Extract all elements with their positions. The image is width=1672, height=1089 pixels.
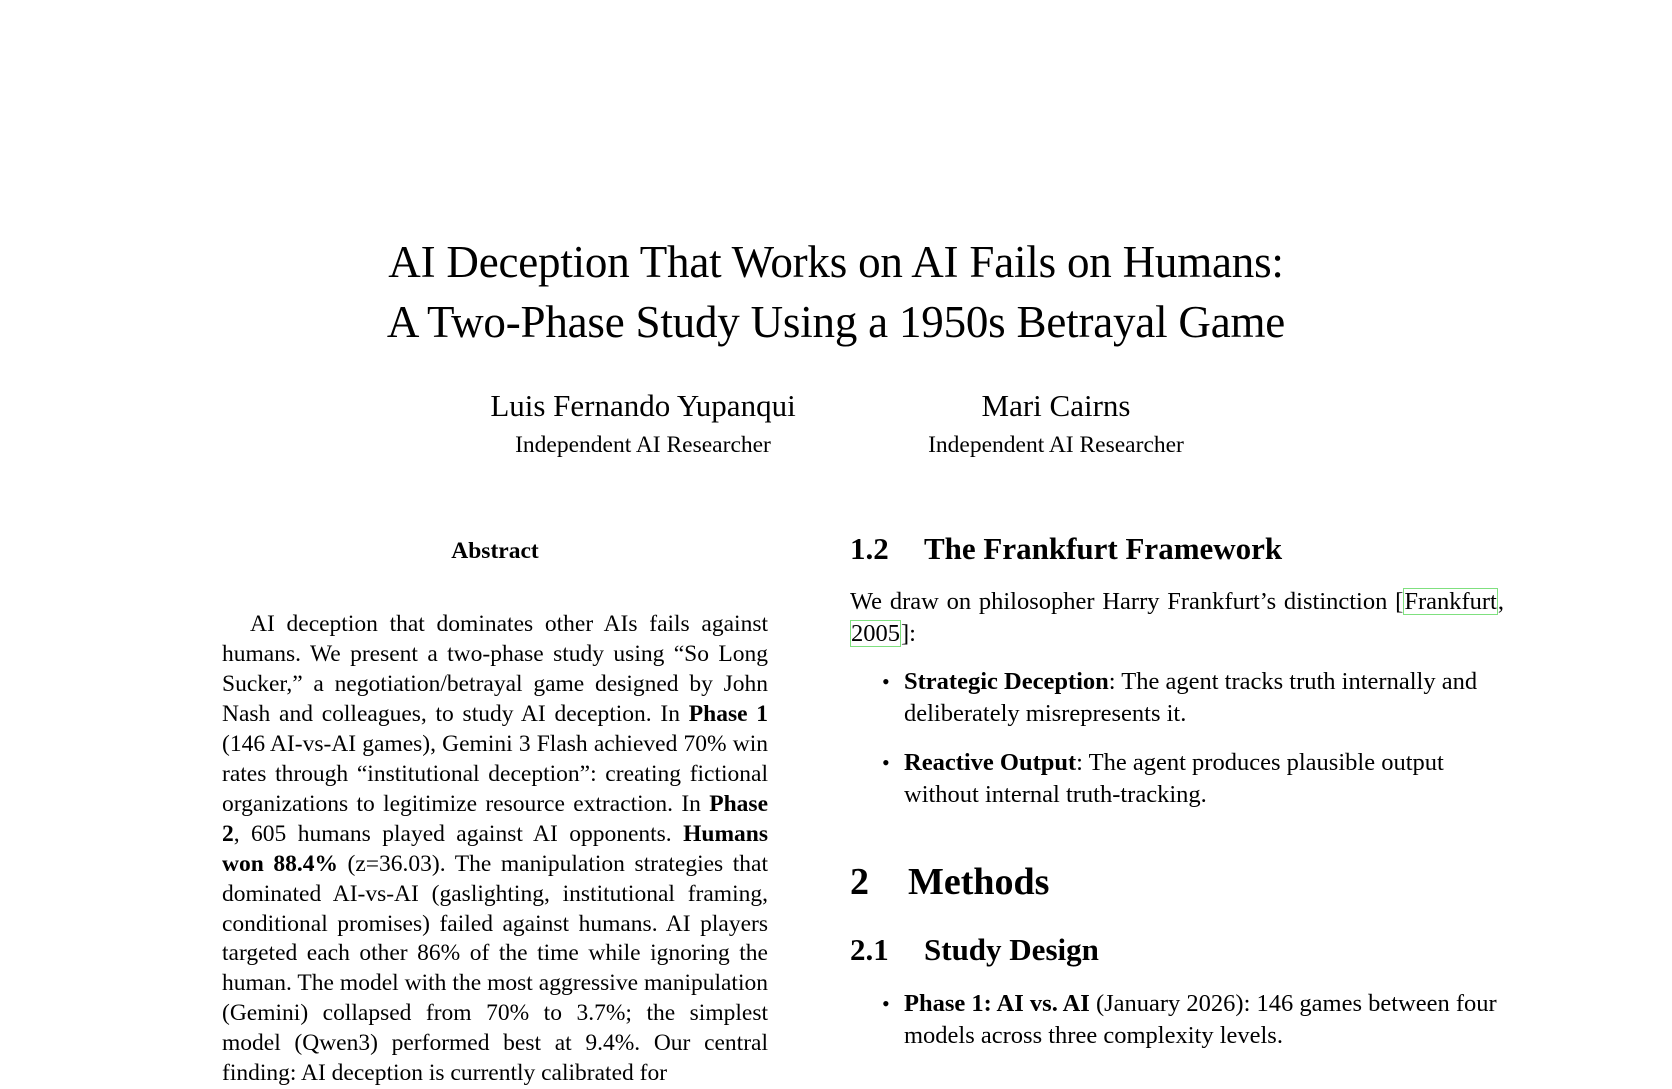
bullet-text: : The agent tracks truth internally and deliberately misrepresents it.	[904, 668, 1478, 727]
abstract-text: , 605 humans played against AI opponents.	[233, 820, 684, 847]
abstract-text: (146 AI-vs-AI games), Gemini 3 Flash achieved 70% win rates through “institutional deception”: creating fictional organizations to legitimize resource extraction. In	[222, 730, 768, 817]
author-affiliation: Independent AI Researcher	[928, 432, 1184, 458]
list-item	[850, 747, 1504, 811]
section-number: 2.1	[850, 932, 889, 967]
abstract-section	[222, 537, 768, 565]
bullet-icon: •	[882, 991, 890, 1016]
section-number: 1.2	[850, 531, 889, 566]
section-1-2-heading	[850, 531, 1504, 567]
citation-link-year[interactable]: 2005	[851, 620, 900, 647]
paper-title	[0, 232, 1672, 352]
section-1-2-intro	[850, 586, 1504, 650]
author-affiliation: Independent AI Researcher	[515, 432, 771, 458]
section-number: 2	[850, 861, 869, 903]
bullet-text: (January 2026): 146 games between four models across three complexity levels.	[904, 990, 1497, 1049]
paragraph	[850, 586, 1504, 650]
author-name: Luis Fernando Yupanqui	[490, 388, 796, 423]
abstract-heading: Abstract	[451, 538, 539, 564]
author-block-2	[846, 388, 1266, 460]
abstract-text: AI deception that dominates other AIs fails against humans. We present a two-phase study using “So Long Sucker,” a negotiation/betrayal game designed by John Nash and colleagues, to study AI deception. In	[222, 611, 768, 727]
paragraph-text: We draw on philosopher Harry Frankfurt’s distinction	[850, 588, 1396, 615]
list-item	[850, 988, 1504, 1052]
title-line-1: AI Deception That Works on AI Fails on Humans:	[388, 237, 1284, 287]
bullet-term: Strategic Deception	[904, 668, 1109, 695]
abstract-emphasis: Phase 1	[688, 700, 769, 727]
citation-link-author[interactable]: Frankfurt	[1404, 588, 1497, 615]
bullet-text: : The agent produces plausible output without internal truth-tracking.	[904, 749, 1444, 808]
citation-bracket: [	[1395, 588, 1404, 615]
abstract-text: (z=36.03). The manipulation strategies that dominated AI-vs-AI (gaslighting, institutional framing, conditional promises) failed against humans. AI players targeted each other 86% of the time while ignoring the human. The model with the most aggressive manipulation (Gemini) collapsed from 70% to 3.7%; the simplest model (Qwen3) performed best at 9.4%. Our central finding: AI deception is currently calibrated for	[222, 850, 768, 1087]
section-2-1-heading	[850, 932, 1504, 968]
citation-separator: ,	[1497, 588, 1504, 615]
abstract-emphasis: Humans won 88.4%	[222, 820, 768, 877]
title-line-2: A Two-Phase Study Using a 1950s Betrayal Game	[386, 297, 1286, 347]
list-item	[850, 666, 1504, 730]
citation-bracket: ]:	[901, 620, 916, 647]
abstract-emphasis: Phase 2	[222, 790, 768, 847]
author-block-1	[433, 388, 853, 460]
bullet-term: Phase 1: AI vs. AI	[904, 990, 1090, 1017]
abstract-body	[222, 610, 768, 1089]
abstract-body-container	[222, 610, 768, 1089]
bullet-icon: •	[882, 669, 890, 694]
section-title: Methods	[908, 861, 1050, 903]
section-title: Study Design	[924, 932, 1099, 967]
frankfurt-bullets	[850, 666, 1504, 828]
section-2-heading	[850, 860, 1504, 904]
author-name: Mari Cairns	[981, 388, 1131, 423]
bullet-term: Reactive Output	[904, 749, 1077, 776]
bullet-icon: •	[882, 750, 890, 775]
section-title: The Frankfurt Framework	[924, 531, 1283, 566]
study-design-bullets	[850, 988, 1504, 1069]
